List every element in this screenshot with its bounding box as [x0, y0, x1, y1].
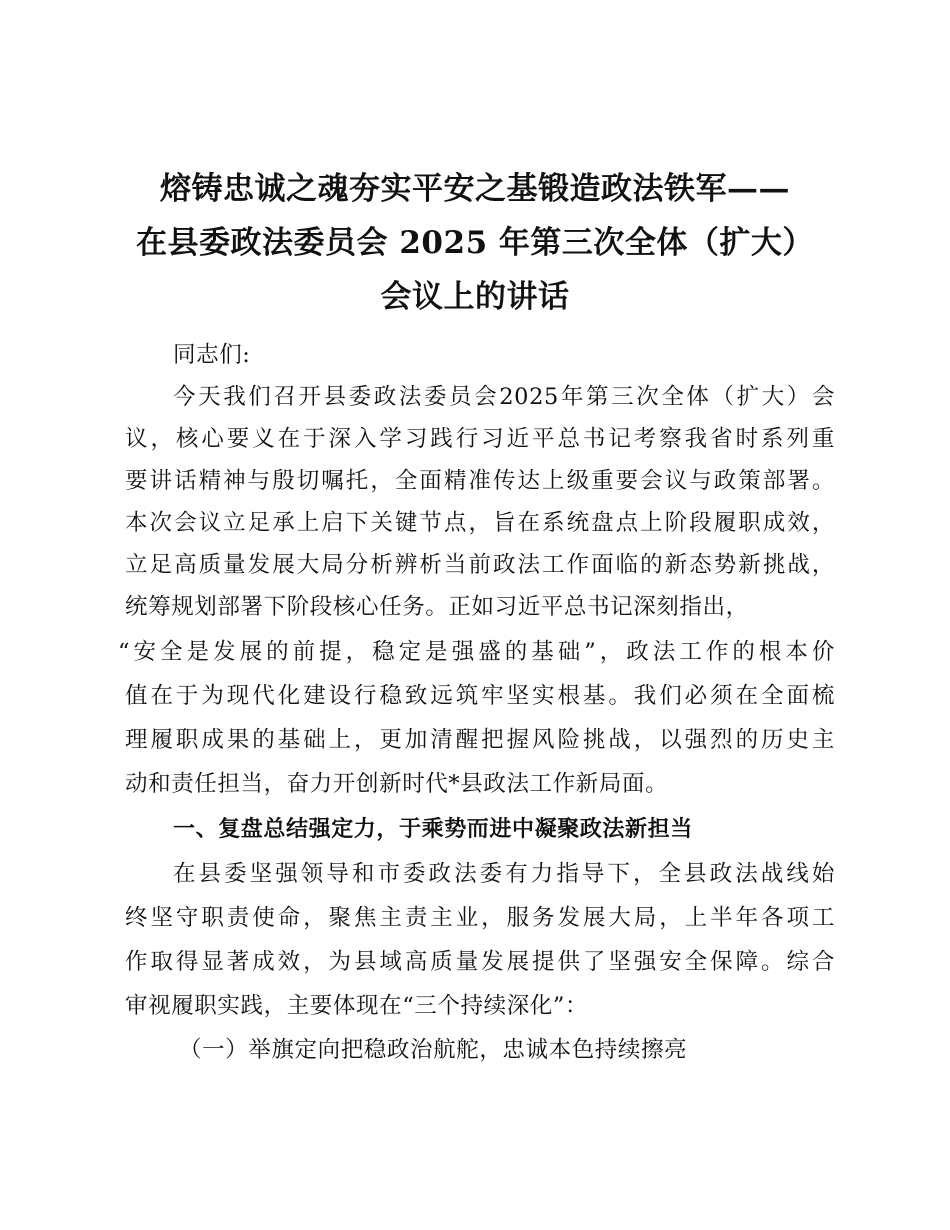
title-line-2: 在县委政法委员会 2025 年第三次全体（扩大） — [136, 225, 814, 261]
para2-line: 审视履职实践，主要体现在“三个持续深化”： — [125, 993, 589, 1019]
title-line-3: 会议上的讲话 — [380, 279, 570, 315]
title-line-1: 熔铸忠诚之魂夯实平安之基锻造政法铁军—— — [160, 171, 790, 207]
para1-line: 统筹规划部署下阶段核心任务。正如习近平总书记深刻指出， — [125, 594, 749, 620]
para2-line: 作取得显著成效，为县域高质量发展提供了坚强安全保障。综合 — [125, 949, 835, 975]
para1-line: 值在于为现代化建设行稳致远筑牢坚实根基。我们必须在全面梳 — [125, 683, 835, 709]
para1-line: 本次会议立足承上启下关键节点，旨在系统盘点上阶段履职成效， — [125, 510, 835, 536]
para2-line: 在县委坚强领导和市委政法委有力指导下，全县政法战线始 — [173, 861, 835, 887]
salutation: 同志们: — [173, 342, 251, 368]
para1-line: 动和责任担当，奋力开创新时代*县政法工作新局面。 — [125, 771, 669, 797]
para1-line: 立足高质量发展大局分析辨析当前政法工作面临的新态势新挑战， — [125, 552, 835, 578]
para1-line: 理履职成果的基础上，更加清醒把握风险挑战，以强烈的历史主 — [125, 727, 835, 753]
para2-line: 终坚守职责使命，聚焦主责主业，服务发展大局，上半年各项工 — [125, 905, 835, 931]
para1-line: 今天我们召开县委政法委员会2025年第三次全体（扩大）会 — [173, 384, 835, 410]
para1-line: “安全是发展的前提，稳定是强盛的基础”，政法工作的根本价 — [118, 639, 835, 665]
section-heading-1: 一、复盘总结强定力，于乘势而进中凝聚政法新担当 — [173, 817, 693, 842]
subsection-heading-1: （一）举旗定向把稳政治航舵，忠诚本色持续擦亮 — [179, 1037, 688, 1063]
para1-line: 议，核心要义在于深入学习践行习近平总书记考察我省时系列重 — [125, 426, 835, 452]
para1-line: 要讲话精神与殷切嘱托，全面精准传达上级重要会议与政策部署。 — [125, 468, 835, 494]
